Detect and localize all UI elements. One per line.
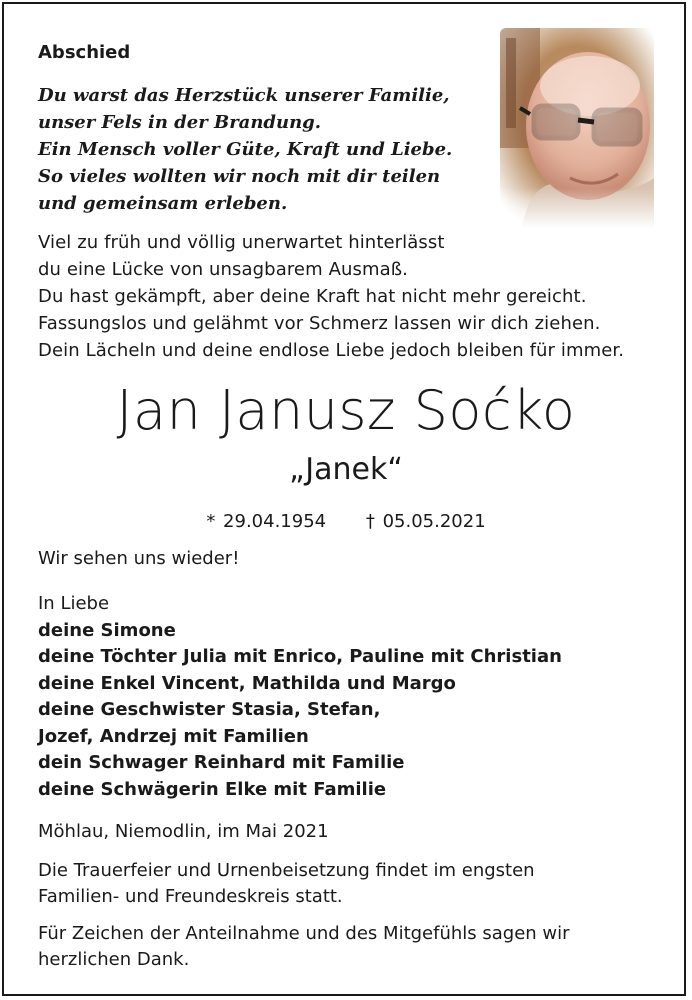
- place-date: Möhlau, Niemodlin, im Mai 2021: [38, 821, 329, 842]
- quote-line: So vieles wollten wir noch mit dir teilen: [38, 166, 441, 187]
- thanks-line: herzlichen Dank.: [38, 949, 190, 970]
- quote-line: und gemeinsam erleben.: [38, 193, 288, 214]
- in-love-label: In Liebe: [38, 593, 110, 614]
- reunion-line: Wir sehen uns wieder!: [38, 548, 240, 569]
- family-line: deine Schwägerin Elke mit Familie: [38, 778, 387, 800]
- quote-line: Ein Mensch voller Güte, Kraft und Liebe.: [38, 139, 453, 160]
- nickname: „Janek“: [289, 452, 403, 487]
- quote-line: unser Fels in der Brandung.: [38, 112, 322, 133]
- portrait-photo: [500, 28, 654, 228]
- notice-line: Familien- und Freundeskreis statt.: [38, 886, 343, 907]
- intro-line: Viel zu früh und völlig unerwartet hinterlässt: [38, 232, 445, 253]
- thanks-line: Für Zeichen der Anteilnahme und des Mitgefühls sagen wir: [38, 923, 570, 944]
- heading: Abschied: [38, 42, 131, 63]
- intro-line: Fassungslos und gelähmt vor Schmerz lassen wir dich ziehen.: [38, 313, 601, 334]
- family-signatures: [38, 591, 562, 803]
- thanks-note: [38, 921, 668, 973]
- family-line: deine Enkel Vincent, Mathilda und Margo: [38, 672, 456, 694]
- family-line: deine Simone: [38, 619, 176, 641]
- family-line: deine Töchter Julia mit Enrico, Pauline mit Christian: [38, 646, 562, 667]
- notice-line: Die Trauerfeier und Urnenbeisetzung findet im engsten: [38, 860, 535, 881]
- death-date: † 05.05.2021: [365, 511, 486, 532]
- life-dates: [0, 508, 692, 536]
- family-line: Jozef, Andrzej mit Familien: [38, 725, 309, 747]
- quote: [38, 82, 478, 217]
- family-line: deine Geschwister Stasia, Stefan,: [38, 699, 381, 720]
- birth-date: * 29.04.1954: [206, 511, 327, 532]
- quote-line: Du warst das Herzstück unserer Familie,: [38, 85, 450, 106]
- deceased-name: Jan Janusz Soćko: [116, 379, 576, 442]
- family-line: dein Schwager Reinhard mit Familie: [38, 752, 405, 773]
- intro-line: Dein Lächeln und deine endlose Liebe jedoch bleiben für immer.: [38, 340, 625, 361]
- funeral-notice: [38, 858, 668, 910]
- intro-line: du eine Lücke von unsagbarem Ausmaß.: [38, 259, 408, 280]
- intro-line: Du hast gekämpft, aber deine Kraft hat nicht mehr gereicht.: [38, 286, 587, 307]
- intro-text: [38, 229, 668, 364]
